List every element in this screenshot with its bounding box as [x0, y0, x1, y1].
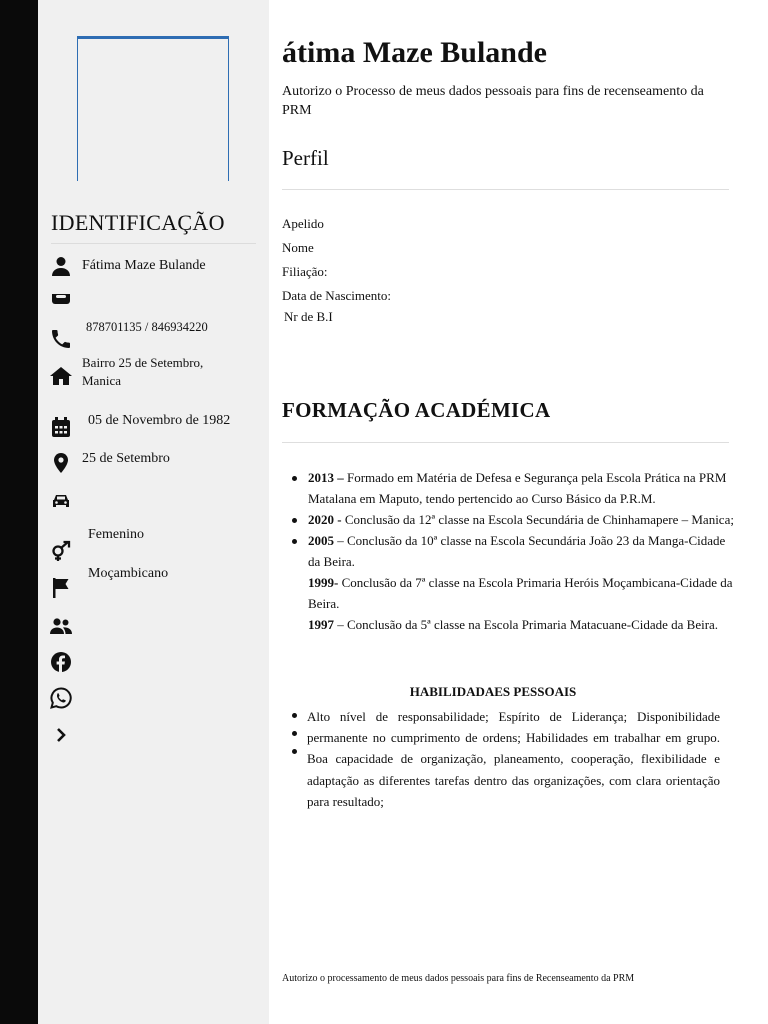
education-text: Conclusão da 12ª classe na Escola Secundária de Chinhamapere – Manica; [341, 512, 734, 527]
whatsapp-icon [49, 686, 73, 710]
education-text: Conclusão da 7ª classe na Escola Primaria Heróis Moçambicana-Cidade da Beira. [308, 575, 733, 611]
divider [282, 189, 729, 190]
list-item [282, 509, 734, 530]
bullet [292, 731, 297, 736]
perfil-field-bi: Nr de B.I [284, 309, 333, 324]
sidebar-birth-date: 05 de Novembro de 1982 [88, 413, 231, 428]
education-list [282, 467, 734, 635]
map-pin-icon [49, 451, 73, 475]
perfil-field-filiacao: Filiação: [282, 264, 328, 279]
education-year: 1999- [308, 575, 339, 590]
sidebar-nationality: Moçambicano [88, 566, 169, 581]
education-text: – Conclusão da 10ª classe na Escola Secundária João 23 da Manga-Cidade da Beira. [308, 533, 726, 569]
education-text: – Conclusão da 5ª classe na Escola Primaria Matacuane-Cidade da Beira. [334, 617, 719, 632]
user-icon [49, 254, 73, 278]
facebook-icon [49, 650, 73, 674]
car-icon [49, 489, 73, 513]
list-item [282, 530, 734, 572]
sidebar-address: Bairro 25 de Setembro, Manica [82, 355, 204, 388]
left-black-strip [0, 0, 38, 1024]
flag-icon [49, 576, 73, 600]
sidebar-location: 25 de Setembro [82, 451, 170, 466]
page-subtitle: Autorizo o Processo de meus dados pessoais para fins de recenseamento da PRM [282, 84, 704, 118]
chevron-right-icon[interactable] [49, 723, 73, 747]
education-text: Formado em Matéria de Defesa e Segurança pela Escola Prática na PRM Matalana em Maputo, tendo pertencido ao Curso Básico da P.R.M. [308, 470, 727, 506]
email-icon [49, 294, 73, 308]
perfil-field-apelido: Apelido [282, 216, 324, 231]
education-year: 2005 [308, 533, 334, 548]
sidebar-phone: 878701135 / 846934220 [86, 320, 208, 334]
bullet [292, 749, 297, 754]
perfil-field-nascimento: Data de Nascimento: [282, 288, 392, 303]
sidebar-name: Fátima Maze Bulande [82, 258, 206, 273]
perfil-field-nome: Nome [282, 240, 314, 255]
home-icon [49, 364, 73, 388]
profile-photo-frame [77, 36, 229, 181]
education-year: 2013 – [308, 470, 344, 485]
divider [51, 243, 256, 244]
list-item [282, 467, 734, 509]
skills-text: Alto nível de responsabilidade; Espírito de Liderança; Disponibilidade permanente no cumprimento de ordens; Habilidades em trabalhar em grupo. Boa capacidade de organização, planeamento, cooperação, flexibilidade e adaptação as diferentes tarefas dentro das organizações, com clara orientação para resultado; [307, 709, 720, 809]
page-title: átima Maze Bulande [282, 36, 547, 69]
skills-heading: HABILIDADAES PESSOAIS [409, 684, 577, 699]
users-icon [49, 614, 73, 638]
calendar-icon [49, 415, 73, 439]
sidebar-gender: Femenino [88, 527, 144, 542]
identification-heading: IDENTIFICAÇÃO [51, 210, 225, 235]
perfil-heading: Perfil [282, 146, 329, 170]
gender-icon [49, 539, 73, 563]
education-year: 1997 [308, 617, 334, 632]
bullet [292, 713, 297, 718]
education-heading: FORMAÇÃO ACADÉMICA [282, 398, 551, 422]
list-item [282, 572, 734, 614]
footer-note: Autorizo o processamento de meus dados pessoais para fins de Recenseamento da PRM [282, 973, 635, 984]
phone-icon [49, 327, 73, 351]
education-year: 2020 - [308, 512, 342, 527]
list-item [282, 614, 734, 635]
divider [282, 442, 729, 443]
